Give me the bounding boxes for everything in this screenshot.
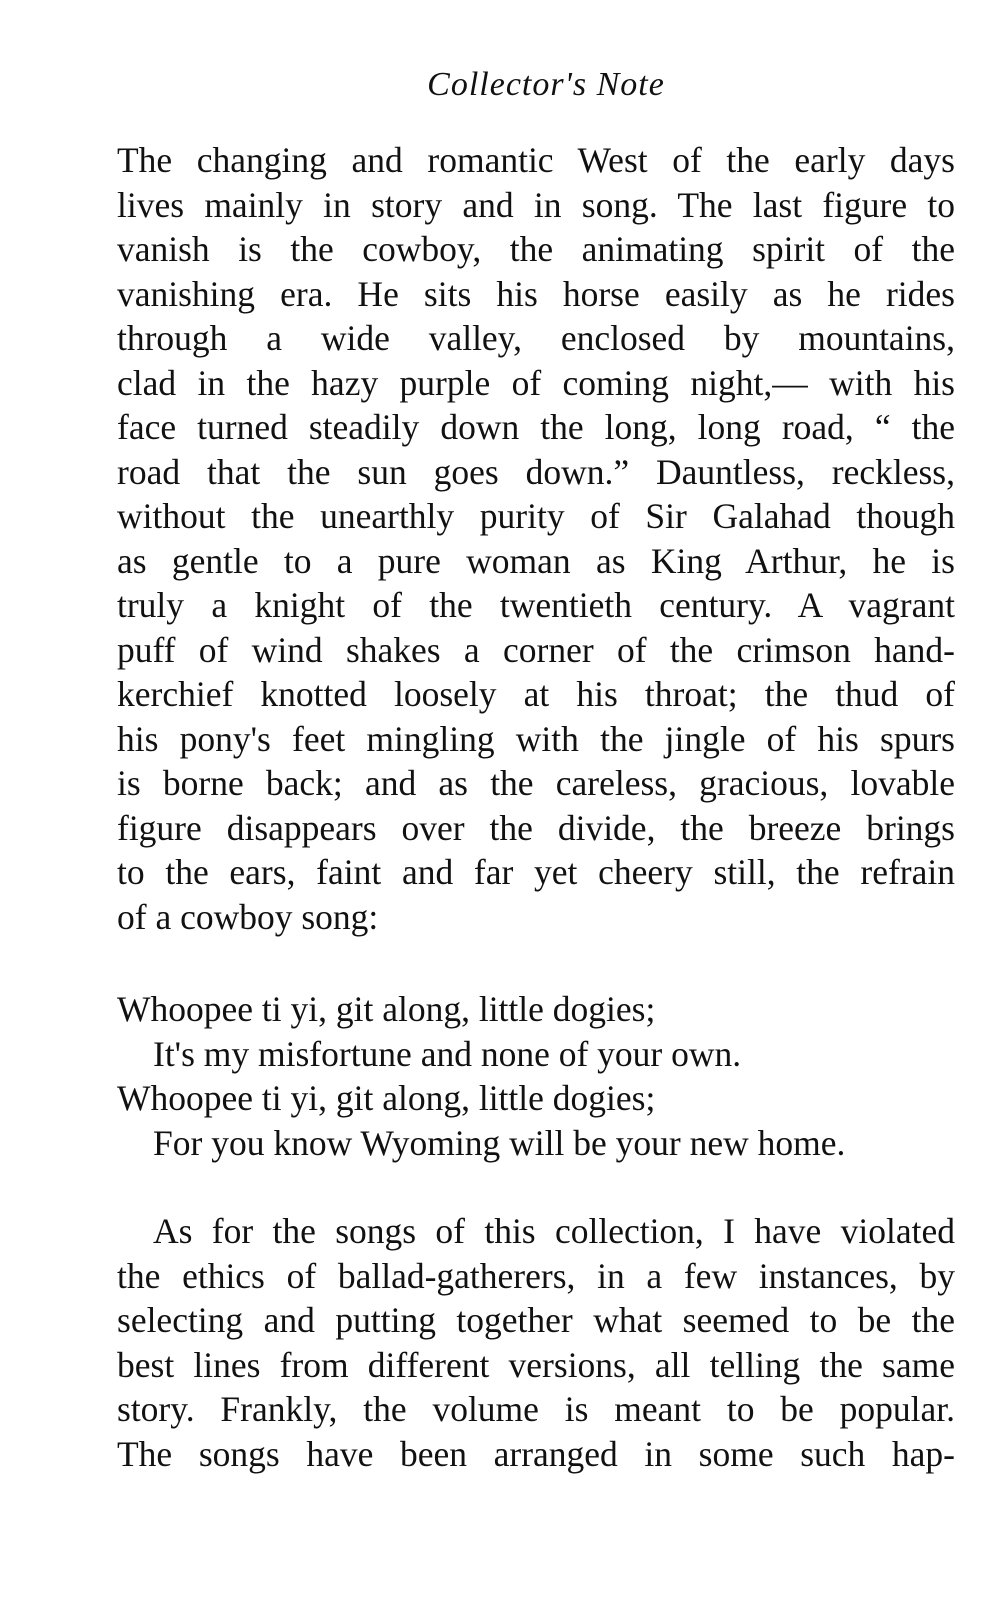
text-line: The changing and romantic West of the early days: [117, 140, 955, 180]
text-line: through a wide valley, enclosed by mountains,: [117, 318, 955, 358]
book-page: [117, 66, 955, 1476]
text-line: to the ears, faint and far yet cheery still, the refrain: [117, 852, 955, 892]
text-line: vanishing era. He sits his horse easily as he rides: [117, 273, 955, 314]
text-line: is borne back; and as the careless, gracious, lovable: [117, 763, 955, 803]
text-line: selecting and putting together what seemed to be the: [117, 1300, 955, 1340]
text-line: without the unearthly purity of Sir Galahad though: [117, 496, 955, 536]
text-line: truly a knight of the twentieth century. A vagrant: [117, 585, 955, 625]
text-line: figure disappears over the divide, the breeze brings: [117, 807, 955, 848]
paragraph-intro: [117, 138, 955, 939]
paragraph-collection: [117, 1209, 955, 1476]
text-line: of a cowboy song:: [117, 896, 379, 937]
verse-line: Whoopee ti yi, git along, little dogies;: [117, 1078, 656, 1118]
text-line: vanish is the cowboy, the animating spirit of the: [117, 229, 955, 269]
text-line: road that the sun goes down.” Dauntless, reckless,: [117, 451, 955, 492]
verse-line: For you know Wyoming will be your new home.: [153, 1122, 846, 1163]
text-line: As for the songs of this collection, I have violated: [153, 1211, 955, 1251]
text-line: the ethics of ballad-gatherers, in a few instances, by: [117, 1255, 955, 1296]
text-line: best lines from different versions, all telling the same: [117, 1344, 955, 1385]
text-line: kerchief knotted loosely at his throat; the thud of: [117, 674, 955, 714]
running-head: Collector's Note: [427, 66, 665, 103]
text-line: puff of wind shakes a corner of the crimson hand-: [117, 629, 955, 670]
text-line: as gentle to a pure woman as King Arthur, he is: [117, 540, 955, 581]
text-line: The songs have been arranged in some such hap-: [117, 1433, 955, 1474]
text-line: his pony's feet mingling with the jingle of his spurs: [117, 718, 955, 759]
song-refrain: [117, 987, 955, 1165]
verse-line: Whoopee ti yi, git along, little dogies;: [117, 989, 656, 1029]
text-line: lives mainly in story and in song. The last figure to: [117, 184, 955, 225]
text-line: story. Frankly, the volume is meant to be popular.: [117, 1389, 955, 1429]
verse-line: It's my misfortune and none of your own.: [153, 1033, 742, 1074]
text-line: face turned steadily down the long, long road, “ the: [117, 407, 955, 447]
text-line: clad in the hazy purple of coming night,— with his: [117, 362, 955, 403]
